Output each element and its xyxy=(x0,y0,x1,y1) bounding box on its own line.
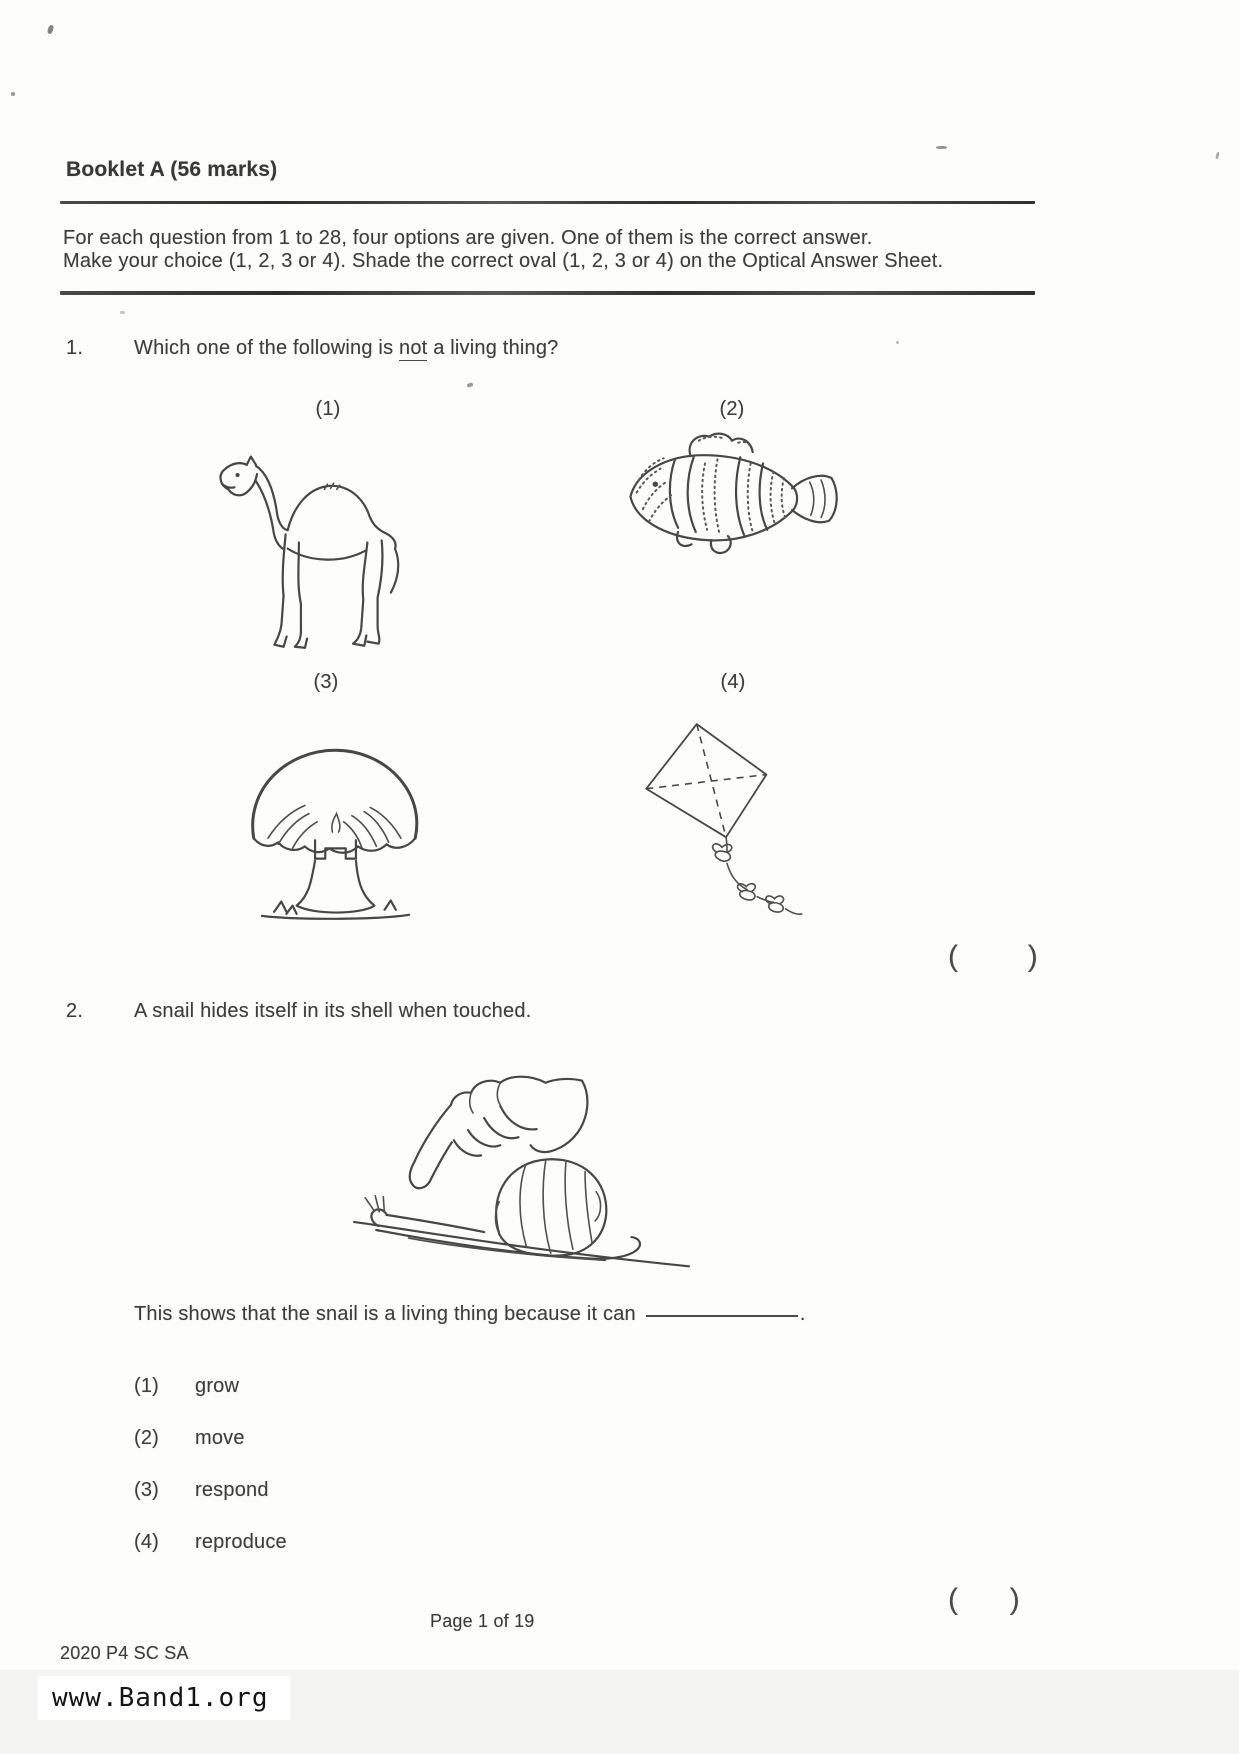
watermark-url: www.Band1.org xyxy=(52,1683,269,1713)
instructions-line-2: Make your choice (1, 2, 3 or 4). Shade the correct oval (1, 2, 3 or 4) on the Optical Answer Sheet. xyxy=(63,250,944,272)
scan-speck xyxy=(47,24,55,34)
q2-option-2-label: (2) xyxy=(134,1427,160,1449)
scan-speck xyxy=(896,341,899,344)
question-1-text-before: Which one of the following is xyxy=(134,337,400,359)
q2-option-2-text: move xyxy=(195,1427,245,1449)
question-1-text-underlined: not xyxy=(399,337,428,359)
q2-answer-brackets xyxy=(948,1583,1020,1617)
followup-period: . xyxy=(799,1303,806,1325)
booklet-title: Booklet A (56 marks) xyxy=(66,158,278,181)
scan-speck xyxy=(466,382,473,388)
horizontal-rule xyxy=(60,291,1035,295)
camel-line-drawing xyxy=(212,428,442,658)
paper-code: 2020 P4 SC SA xyxy=(60,1643,189,1663)
question-2-number: 2. xyxy=(66,1000,84,1022)
scan-speck xyxy=(120,311,125,314)
q2-option-4-label: (4) xyxy=(134,1531,160,1553)
q2-option-3-label: (3) xyxy=(134,1479,160,1501)
scan-speck xyxy=(936,146,947,149)
question-1-number: 1. xyxy=(66,337,84,359)
answer-blank-line xyxy=(646,1315,798,1317)
q1-option-4-label: (4) xyxy=(720,671,746,693)
q1-answer-brackets xyxy=(948,940,1038,974)
question-1-text-after: a living thing? xyxy=(427,337,559,359)
followup-text: This shows that the snail is a living thing because it can xyxy=(134,1303,636,1325)
scan-speck xyxy=(11,92,15,96)
mushroom-line-drawing xyxy=(233,738,438,922)
q1-close-bracket: ) xyxy=(1027,940,1038,973)
q2-option-3-text: respond xyxy=(195,1479,269,1501)
q1-option-3-label: (3) xyxy=(313,671,339,693)
q1-option-2-label: (2) xyxy=(719,398,745,420)
q2-close-bracket: ) xyxy=(1009,1583,1020,1616)
q1-open-bracket: ( xyxy=(948,940,959,973)
kite-line-drawing xyxy=(638,712,810,922)
instructions-line-1: For each question from 1 to 28, four options are given. One of them is the correct answer. xyxy=(63,227,873,249)
question-2-text: A snail hides itself in its shell when touched. xyxy=(134,1000,532,1022)
q2-open-bracket: ( xyxy=(948,1583,959,1616)
q2-option-1-text: grow xyxy=(195,1375,240,1397)
horizontal-rule xyxy=(60,201,1035,204)
page-number: Page 1 of 19 xyxy=(430,1611,535,1631)
q2-option-1-label: (1) xyxy=(134,1375,160,1397)
q1-option-1-label: (1) xyxy=(315,398,341,420)
hand-touching-snail-line-drawing xyxy=(348,1072,696,1270)
scan-speck xyxy=(1215,152,1220,160)
q2-option-4-text: reproduce xyxy=(195,1531,287,1553)
question-1-text xyxy=(134,337,559,360)
question-2-followup xyxy=(134,1303,806,1326)
clownfish-line-drawing xyxy=(618,428,846,558)
